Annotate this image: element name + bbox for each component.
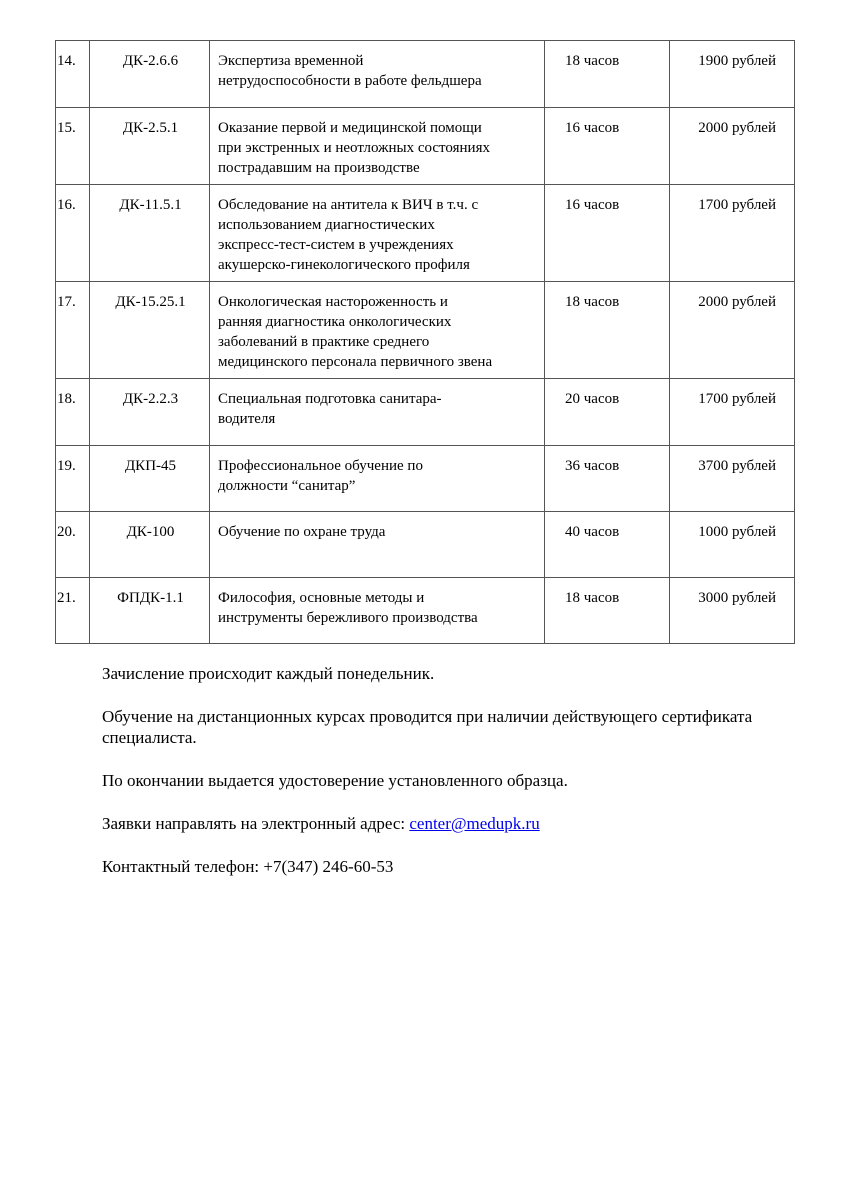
row-number: 15. xyxy=(56,108,90,185)
course-code: ДКП-45 xyxy=(90,446,210,512)
course-code: ДК-100 xyxy=(90,512,210,578)
row-number: 17. xyxy=(56,282,90,379)
notes-section xyxy=(102,663,802,899)
course-title-line: ранняя диагностика онкологических xyxy=(218,314,452,330)
course-price: 3700 рублей xyxy=(670,446,795,512)
course-title-line: использованием диагностических xyxy=(218,217,435,233)
course-code: ФПДК-1.1 xyxy=(90,578,210,644)
table-row xyxy=(56,446,795,512)
course-code: ДК-2.5.1 xyxy=(90,108,210,185)
row-number: 19. xyxy=(56,446,90,512)
course-hours: 40 часов xyxy=(545,512,670,578)
table-row xyxy=(56,108,795,185)
course-hours: 16 часов xyxy=(545,185,670,282)
table-row xyxy=(56,282,795,379)
course-title-line: Обследование на антитела к ВИЧ в т.ч. с xyxy=(218,197,479,213)
course-title-line: нетрудоспособности в работе фельдшера xyxy=(218,73,482,89)
course-code: ДК-2.2.3 xyxy=(90,379,210,446)
table-row xyxy=(56,512,795,578)
table-row xyxy=(56,185,795,282)
email-link[interactable]: center@medupk.ru xyxy=(409,814,540,833)
course-title-line: медицинского персонала первичного звена xyxy=(218,354,493,370)
distance-note: Обучение на дистанционных курсах проводится при наличии действующего сертификата специалиста. xyxy=(102,707,753,747)
course-hours: 16 часов xyxy=(545,108,670,185)
row-number: 20. xyxy=(56,512,90,578)
course-price: 2000 рублей xyxy=(670,282,795,379)
course-title xyxy=(210,108,545,185)
course-code: ДК-11.5.1 xyxy=(90,185,210,282)
course-hours: 20 часов xyxy=(545,379,670,446)
course-title-line: Философия, основные методы и xyxy=(218,590,425,606)
course-hours: 18 часов xyxy=(545,41,670,108)
course-title-line: Обучение по охране труда xyxy=(218,524,386,540)
phone-note: Контактный телефон: +7(347) 246-60-53 xyxy=(102,857,394,876)
course-price: 1700 рублей xyxy=(670,379,795,446)
certificate-note: По окончании выдается удостоверение установленного образца. xyxy=(102,771,568,790)
course-title xyxy=(210,379,545,446)
table-row xyxy=(56,578,795,644)
table-row xyxy=(56,379,795,446)
applications-note xyxy=(102,813,802,834)
course-title-line: при экстренных и неотложных состояниях xyxy=(218,140,490,156)
course-title-line: пострадавшим на производстве xyxy=(218,160,420,176)
course-title xyxy=(210,41,545,108)
row-number: 21. xyxy=(56,578,90,644)
course-title-line: экспресс-тест-систем в учреждениях xyxy=(218,237,454,253)
course-price: 1900 рублей xyxy=(670,41,795,108)
course-title-line: акушерско-гинекологического профиля xyxy=(218,257,470,273)
course-title xyxy=(210,446,545,512)
applications-label: Заявки направлять на электронный адрес: xyxy=(102,814,410,833)
enrollment-note: Зачисление происходит каждый понедельник. xyxy=(102,664,435,683)
row-number: 14. xyxy=(56,41,90,108)
course-title xyxy=(210,185,545,282)
course-title-line: Оказание первой и медицинской помощи xyxy=(218,120,482,136)
row-number: 16. xyxy=(56,185,90,282)
course-title-line: инструменты бережливого производства xyxy=(218,610,478,626)
course-title-line: Онкологическая настороженность и xyxy=(218,294,448,310)
course-price: 3000 рублей xyxy=(670,578,795,644)
course-hours: 18 часов xyxy=(545,578,670,644)
course-price: 1700 рублей xyxy=(670,185,795,282)
course-code: ДК-2.6.6 xyxy=(90,41,210,108)
course-title-line: должности “санитар” xyxy=(218,478,356,494)
course-title xyxy=(210,512,545,578)
courses-table xyxy=(55,40,795,644)
course-price: 1000 рублей xyxy=(670,512,795,578)
course-title xyxy=(210,282,545,379)
course-title-line: Специальная подготовка санитара- xyxy=(218,391,442,407)
course-title xyxy=(210,578,545,644)
course-hours: 36 часов xyxy=(545,446,670,512)
course-title-line: водителя xyxy=(218,411,276,427)
course-hours: 18 часов xyxy=(545,282,670,379)
row-number: 18. xyxy=(56,379,90,446)
course-title-line: Профессиональное обучение по xyxy=(218,458,423,474)
course-title-line: Экспертиза временной xyxy=(218,53,364,69)
table-row xyxy=(56,41,795,108)
course-title-line: заболеваний в практике среднего xyxy=(218,334,430,350)
course-code: ДК-15.25.1 xyxy=(90,282,210,379)
course-price: 2000 рублей xyxy=(670,108,795,185)
course-rows xyxy=(56,41,795,644)
